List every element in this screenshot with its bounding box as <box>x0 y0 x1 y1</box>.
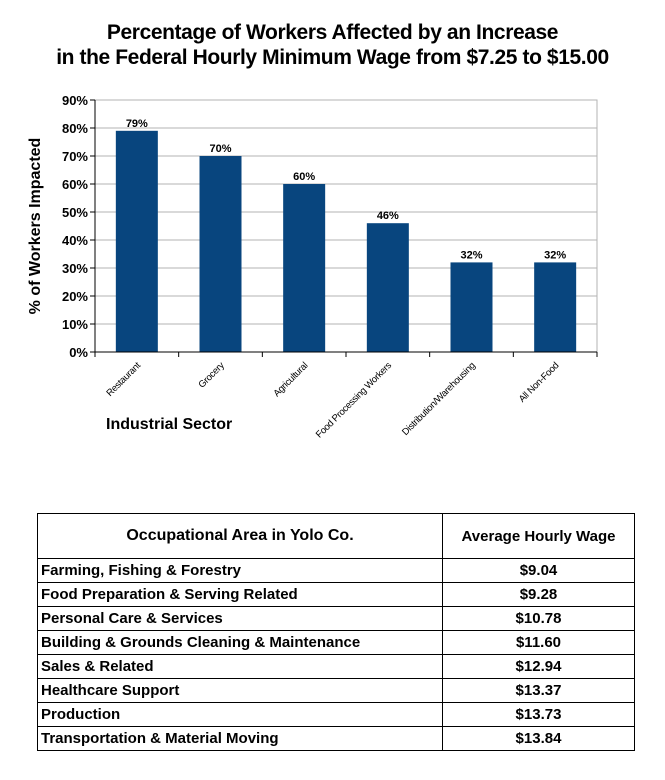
y-tick-label: 90% <box>61 93 88 108</box>
occupation-cell: Production <box>38 703 443 727</box>
occupation-cell: Sales & Related <box>38 655 443 679</box>
data-label: 32% <box>460 249 483 262</box>
wage-cell: $10.78 <box>443 607 635 631</box>
y-tick-label: 80% <box>61 121 88 136</box>
wage-cell: $12.94 <box>443 655 635 679</box>
x-category-label: Distribution/Warehousing <box>400 360 478 438</box>
wage-cell: $9.04 <box>443 559 635 583</box>
occupation-cell: Building & Grounds Cleaning & Maintenance <box>38 631 443 655</box>
bar-chart <box>0 90 665 450</box>
occupation-cell: Food Preparation & Serving Related <box>38 583 443 607</box>
x-category-label: All Non-Food <box>516 360 562 405</box>
table-row <box>38 727 635 751</box>
chart-title-line1: Percentage of Workers Affected by an Increase <box>106 21 559 44</box>
bar <box>200 156 242 352</box>
header-occupational-area: Occupational Area in Yolo Co. <box>38 514 443 559</box>
occupation-cell: Healthcare Support <box>38 679 443 703</box>
y-tick-label: 50% <box>61 205 88 220</box>
data-label: 70% <box>209 143 232 155</box>
table-row <box>38 559 635 583</box>
table-row <box>38 631 635 655</box>
x-category-label: Food Processing Workers <box>313 360 394 441</box>
chart-title <box>0 20 665 70</box>
y-tick-label: 40% <box>61 233 88 248</box>
bar <box>283 184 325 352</box>
x-category-label: Restaurant <box>104 360 143 399</box>
y-tick-label: 10% <box>61 317 88 332</box>
y-tick-label: 70% <box>61 149 88 164</box>
plot-frame <box>95 100 597 352</box>
table-row <box>38 655 635 679</box>
wage-cell: $13.73 <box>443 703 635 727</box>
data-label: 79% <box>125 117 148 130</box>
data-label: 46% <box>376 210 399 223</box>
occupation-cell: Personal Care & Services <box>38 607 443 631</box>
chart-title-line2: in the Federal Hourly Minimum Wage from $7.25 to $15.00 <box>56 46 609 69</box>
occupation-cell: Transportation & Material Moving <box>38 727 443 751</box>
table-row <box>38 607 635 631</box>
table-row <box>38 703 635 727</box>
y-tick-label: 30% <box>61 261 88 276</box>
wage-table <box>37 513 635 751</box>
x-axis-title: Industrial Sector <box>106 416 233 433</box>
wage-cell: $9.28 <box>443 583 635 607</box>
y-axis-title: % of Workers Impacted <box>27 137 44 315</box>
x-category-label: Grocery <box>196 360 227 391</box>
x-category-label: Agricultural <box>271 360 311 400</box>
header-average-hourly-wage: Average Hourly Wage <box>443 514 635 559</box>
bar <box>534 262 576 352</box>
wage-cell: $13.37 <box>443 679 635 703</box>
wage-table-header-row <box>38 514 635 559</box>
wage-cell: $13.84 <box>443 727 635 751</box>
table-row <box>38 679 635 703</box>
y-tick-label: 20% <box>61 289 88 304</box>
table-row <box>38 583 635 607</box>
y-tick-label: 0% <box>69 345 88 360</box>
wage-cell: $11.60 <box>443 631 635 655</box>
bar <box>367 223 409 352</box>
y-tick-label: 60% <box>61 177 88 192</box>
data-label: 60% <box>293 171 316 183</box>
bar <box>451 262 493 352</box>
occupation-cell: Farming, Fishing & Forestry <box>38 559 443 583</box>
bar <box>116 131 158 352</box>
data-label: 32% <box>544 249 567 262</box>
